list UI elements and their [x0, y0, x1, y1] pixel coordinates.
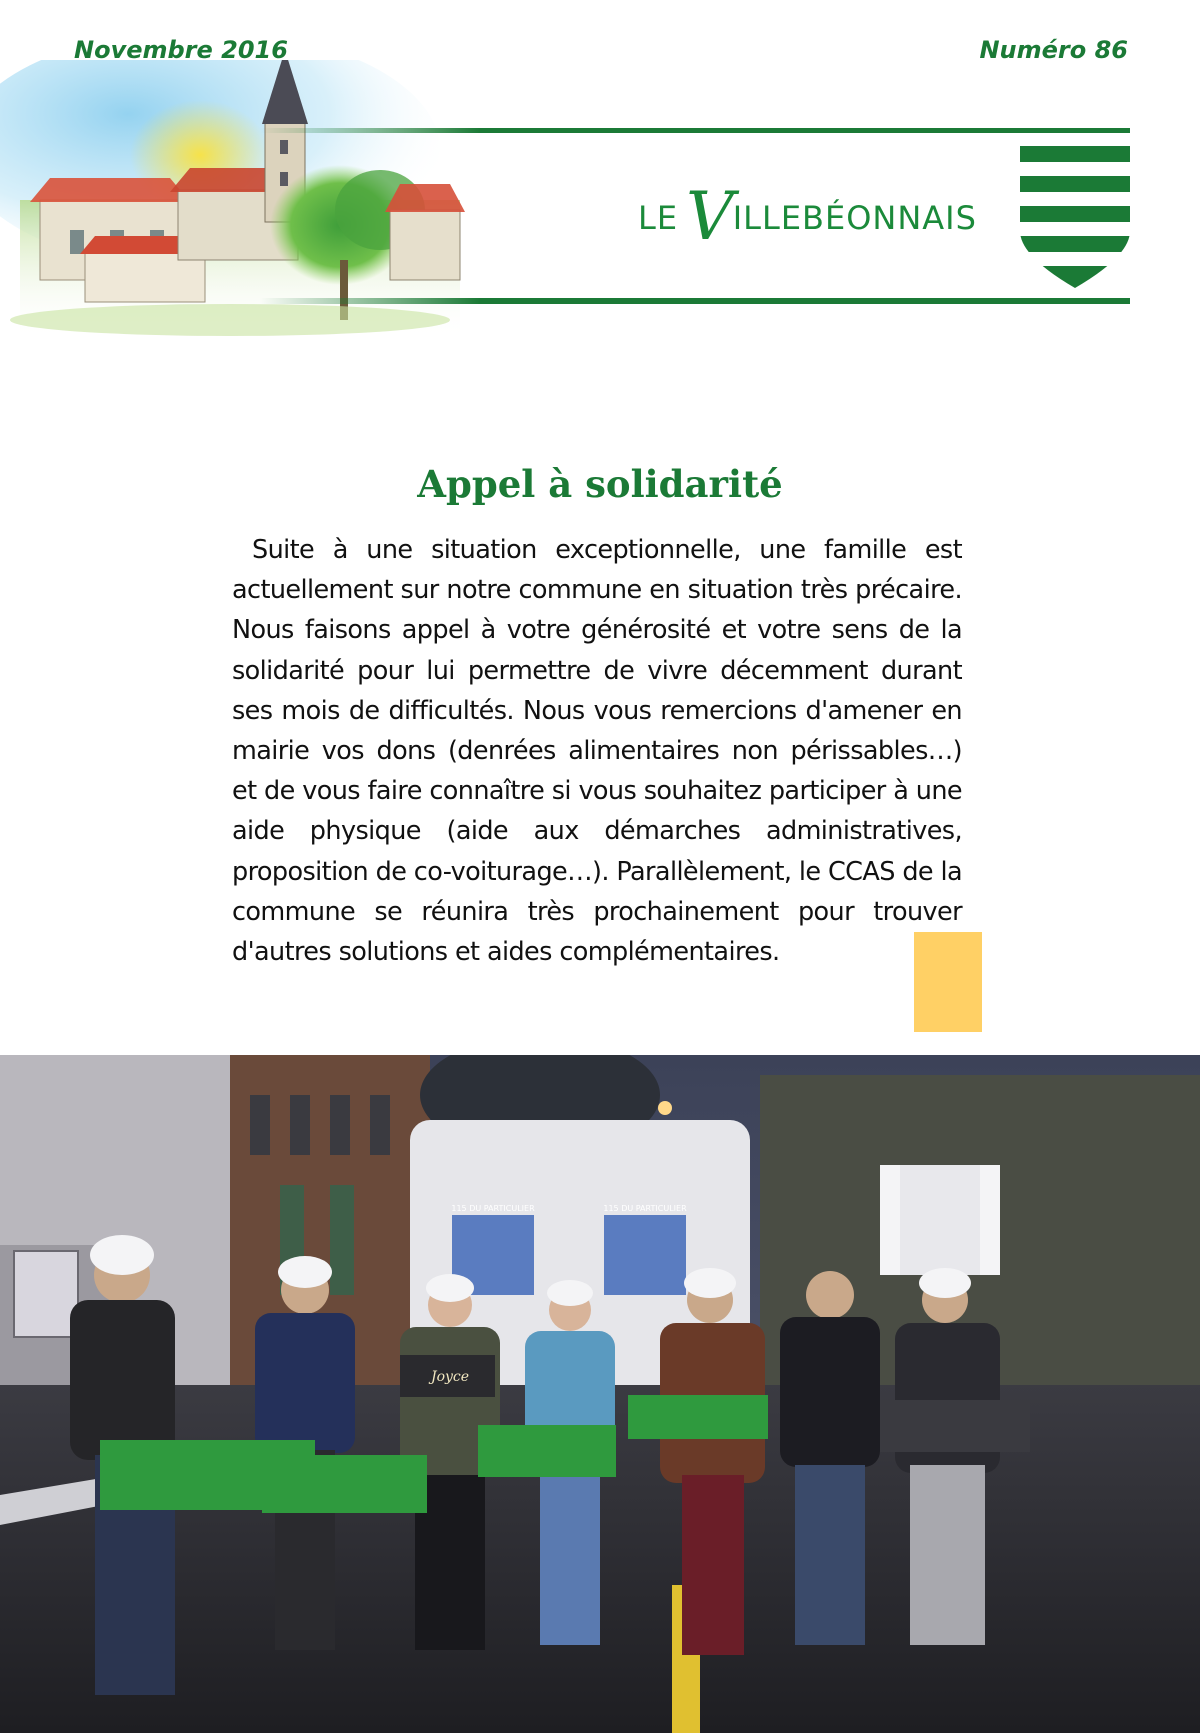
coat-of-arms-shield-icon — [1020, 146, 1130, 288]
newsletter-header — [0, 0, 1200, 340]
van-label-left: 115 DU PARTICULIER — [451, 1204, 535, 1213]
masthead-rest: ILLEBÉONNAIS — [732, 199, 977, 237]
masthead-prefix: LE — [638, 199, 679, 237]
article-title: Appel à solidarité — [417, 462, 783, 506]
van-label-right: 115 DU PARTICULIER — [603, 1204, 687, 1213]
box-label: Joyce — [430, 1369, 470, 1385]
issue-date: Novembre 2016 — [74, 36, 288, 64]
person-6 — [780, 1271, 880, 1645]
issue-number: Numéro 86 — [979, 36, 1128, 64]
header-bottom-rule — [480, 298, 1130, 304]
article-body: Suite à une situation exceptionnelle, une famille est actuellement sur notre commune en situation très précaire. Nous faisons appel à votre générosité et votre sens de la solidarité pour lui permettre de vivre décemment durant ses mois de difficultés. Nous vous remercions d'amener en mairie vos dons (denrées alimentaires non périssables…) et de vous faire connaître si vous souhaitez participer à une aide physique (aide aux démarches administratives, proposition de co-voiturage…). Parallèlement, le CCAS de la commune se réunira très prochainement pour trouver d'autres solutions et aides complémentaires. — [232, 535, 963, 968]
person-7 — [895, 1268, 1000, 1645]
header-top-rule — [480, 128, 1130, 133]
masthead-initial: V — [686, 178, 735, 255]
donation-group-photo — [0, 1055, 1200, 1733]
masthead-title — [638, 178, 977, 255]
